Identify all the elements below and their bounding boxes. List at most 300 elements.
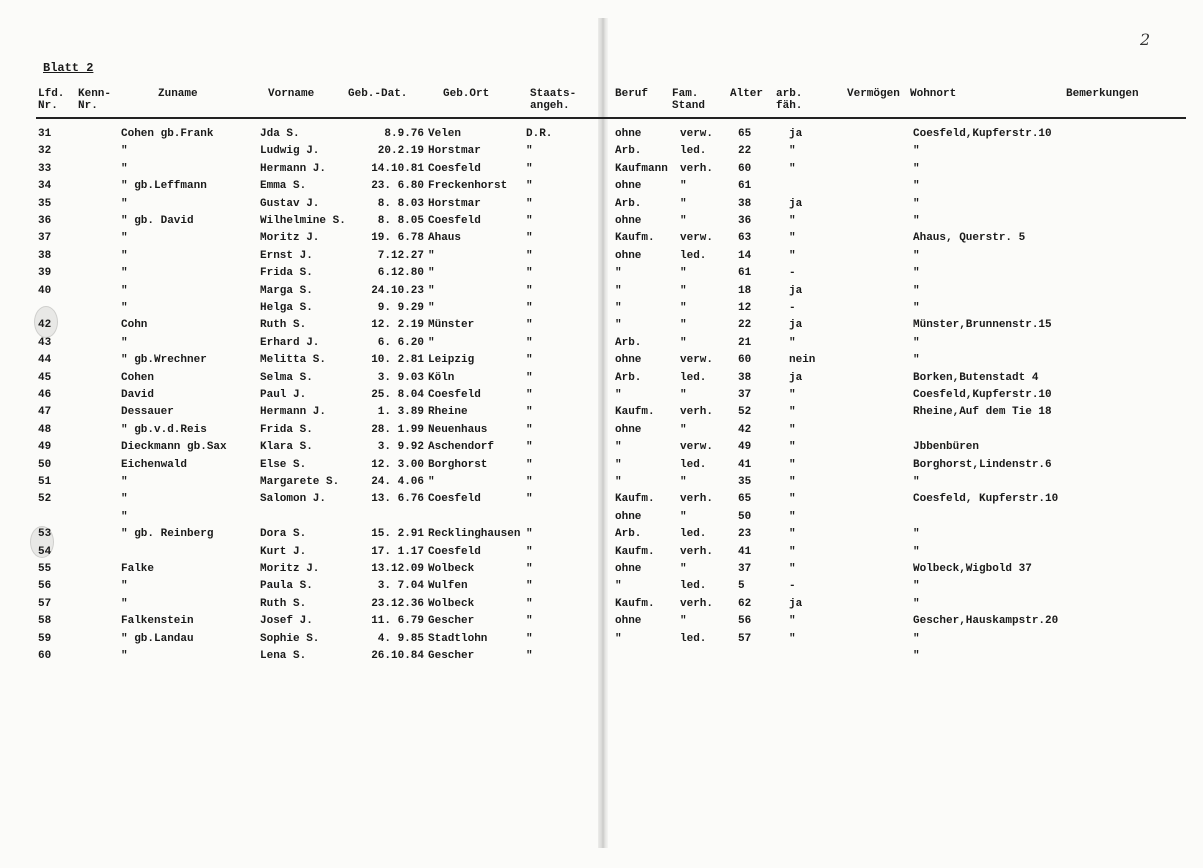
cell-beruf: ohne <box>615 354 642 367</box>
cell-beruf: Kaufm. <box>615 597 655 610</box>
cell-arb-faeh: " <box>789 528 796 541</box>
cell-geb-ort: Gescher <box>428 650 475 662</box>
cell-arb-faeh: - <box>789 267 796 280</box>
cell-staatsang: " <box>526 354 533 367</box>
cell-fam-stand: " <box>680 389 687 401</box>
cell-zuname: " <box>121 510 128 523</box>
cell-arb-faeh: " <box>789 476 796 488</box>
cell-wohnort: Gescher,Hauskampstr.20 <box>913 615 1059 628</box>
cell-zuname: " <box>121 284 128 297</box>
cell-wohnort: Wolbeck,Wigbold 37 <box>913 563 1032 575</box>
cell-lfd-nr: 33 <box>38 162 52 175</box>
cell-lfd-nr: 32 <box>38 145 52 158</box>
cell-zuname: Eichenwald <box>121 458 188 471</box>
cell-vorname: Josef J. <box>260 615 313 628</box>
cell-fam-stand: led. <box>680 632 707 645</box>
header-wohnort: Wohnort <box>910 88 957 100</box>
cell-staatsang: " <box>526 371 533 384</box>
cell-fam-stand: " <box>680 336 687 349</box>
cell-beruf: " <box>615 476 622 488</box>
table-row <box>0 631 1203 648</box>
cell-wohnort: Rheine,Auf dem Tie 18 <box>913 406 1052 419</box>
cell-vorname: Ludwig J. <box>260 145 320 158</box>
cell-staatsang: " <box>526 545 533 558</box>
cell-geb-ort: Wulfen <box>428 580 468 593</box>
cell-alter: 60 <box>738 162 752 175</box>
cell-zuname: Dieckmann gb.Sax <box>121 441 227 454</box>
table-row <box>0 474 1203 491</box>
table-row <box>0 335 1203 352</box>
cell-alter: 22 <box>738 319 752 332</box>
cell-geb-ort: Wolbeck <box>428 597 475 610</box>
cell-fam-stand: " <box>680 563 687 575</box>
cell-lfd-nr: 34 <box>38 180 52 193</box>
cell-geb-ort: Wolbeck <box>428 563 475 575</box>
cell-lfd-nr: 55 <box>38 563 52 575</box>
cell-geb-ort: " <box>428 249 435 262</box>
cell-beruf: " <box>615 458 622 471</box>
cell-alter: 65 <box>738 493 752 506</box>
cell-staatsang: " <box>526 267 533 280</box>
cell-geb-ort: " <box>428 284 435 297</box>
cell-staatsang: " <box>526 215 533 227</box>
cell-geb-dat: 9. 9.29 <box>377 302 424 314</box>
cell-vorname: Moritz J. <box>260 232 320 245</box>
cell-beruf: " <box>615 284 622 297</box>
cell-geb-dat: 17. 1.17 <box>371 545 424 558</box>
cell-vorname: Hermann J. <box>260 406 327 419</box>
cell-zuname: " <box>121 162 128 175</box>
cell-staatsang: " <box>526 580 533 593</box>
cell-zuname: " <box>121 145 128 158</box>
cell-alter: 38 <box>738 197 752 210</box>
cell-vorname: Sophie S. <box>260 632 320 645</box>
cell-wohnort: " <box>913 302 920 314</box>
cell-zuname: Cohn <box>121 319 148 332</box>
cell-vorname: Marga S. <box>260 284 313 297</box>
cell-wohnort: " <box>913 284 920 297</box>
cell-arb-faeh: " <box>789 389 796 401</box>
cell-lfd-nr: 45 <box>38 371 52 384</box>
cell-lfd-nr: 54 <box>38 545 52 558</box>
cell-geb-dat: 24.10.23 <box>371 284 424 297</box>
cell-geb-dat: 7.12.27 <box>377 249 424 262</box>
cell-staatsang: " <box>526 162 533 175</box>
cell-beruf: ohne <box>615 128 642 140</box>
cell-vorname: Ruth S. <box>260 597 307 610</box>
cell-geb-ort: " <box>428 336 435 349</box>
cell-lfd-nr: 52 <box>38 493 52 506</box>
table-row <box>0 439 1203 456</box>
cell-lfd-nr: 56 <box>38 580 52 593</box>
cell-beruf: " <box>615 302 622 314</box>
table-row <box>0 422 1203 439</box>
cell-fam-stand: led. <box>680 458 707 471</box>
cell-geb-ort: Horstmar <box>428 197 481 210</box>
cell-geb-dat: 12. 2.19 <box>371 319 424 332</box>
header-geb-ort: Geb.Ort <box>443 88 490 100</box>
cell-lfd-nr: 49 <box>38 441 52 454</box>
table-row <box>0 370 1203 387</box>
table-row <box>0 544 1203 561</box>
header-kenn-nr: Kenn- Nr. <box>78 88 112 112</box>
cell-arb-faeh: ja <box>789 284 803 297</box>
cell-zuname: " gb.Leffmann <box>121 180 207 193</box>
cell-zuname: " <box>121 476 128 488</box>
header-vorname: Vorname <box>268 88 315 100</box>
cell-vorname: Lena S. <box>260 650 307 662</box>
cell-lfd-nr: 35 <box>38 197 52 210</box>
cell-geb-ort: " <box>428 302 435 314</box>
cell-vorname: Frida S. <box>260 267 313 280</box>
cell-geb-ort: Velen <box>428 128 462 140</box>
page-number: 2 <box>1140 30 1151 49</box>
cell-vorname: Ernst J. <box>260 249 313 262</box>
cell-fam-stand: " <box>680 423 687 436</box>
cell-staatsang: " <box>526 389 533 401</box>
cell-alter: 35 <box>738 476 752 488</box>
cell-geb-dat: 13. 6.76 <box>371 493 424 506</box>
cell-staatsang: " <box>526 284 533 297</box>
cell-beruf: Arb. <box>615 371 642 384</box>
cell-staatsang: " <box>526 615 533 628</box>
cell-staatsang: " <box>526 197 533 210</box>
cell-lfd-nr: 36 <box>38 215 52 227</box>
cell-fam-stand: verh. <box>680 545 714 558</box>
cell-zuname: Falkenstein <box>121 615 194 628</box>
header-geb-dat: Geb.-Dat. <box>348 88 408 100</box>
cell-wohnort: " <box>913 354 920 367</box>
table-row <box>0 457 1203 474</box>
cell-geb-dat: 20.2.19 <box>377 145 424 158</box>
header-alter: Alter <box>730 88 764 100</box>
cell-beruf: Arb. <box>615 336 642 349</box>
cell-fam-stand: " <box>680 197 687 210</box>
cell-wohnort: " <box>913 476 920 488</box>
cell-geb-ort: Rheine <box>428 406 468 419</box>
cell-wohnort: " <box>913 650 920 662</box>
cell-beruf: ohne <box>615 615 642 628</box>
cell-beruf: Arb. <box>615 197 642 210</box>
cell-vorname: Hermann J. <box>260 162 327 175</box>
cell-lfd-nr: 40 <box>38 284 52 297</box>
cell-arb-faeh: " <box>789 441 796 454</box>
cell-lfd-nr: 46 <box>38 389 52 401</box>
cell-fam-stand: led. <box>680 249 707 262</box>
cell-geb-dat: 19. 6.78 <box>371 232 424 245</box>
header-lfd-nr: Lfd. Nr. <box>38 88 65 112</box>
table-row <box>0 126 1203 143</box>
cell-geb-ort: Coesfeld <box>428 215 481 227</box>
cell-beruf: ohne <box>615 510 642 523</box>
cell-zuname: Cohen <box>121 371 155 384</box>
cell-staatsang: " <box>526 319 533 332</box>
cell-geb-ort: Gescher <box>428 615 475 628</box>
cell-lfd-nr: 37 <box>38 232 52 245</box>
cell-geb-dat: 12. 3.00 <box>371 458 424 471</box>
cell-zuname: " gb. Reinberg <box>121 528 214 541</box>
table-row <box>0 491 1203 508</box>
cell-geb-ort: Neuenhaus <box>428 423 488 436</box>
cell-geb-ort: Stadtlohn <box>428 632 488 645</box>
header-bemerkungen: Bemerkungen <box>1066 88 1139 100</box>
cell-fam-stand: " <box>680 284 687 297</box>
cell-beruf: Kaufm. <box>615 545 655 558</box>
cell-geb-dat: 23.12.36 <box>371 597 424 610</box>
cell-wohnort: " <box>913 528 920 541</box>
cell-arb-faeh: ja <box>789 597 803 610</box>
cell-beruf: " <box>615 580 622 593</box>
cell-zuname: " gb. David <box>121 215 194 227</box>
cell-zuname: " <box>121 650 128 662</box>
cell-geb-dat: 6. 6.20 <box>377 336 424 349</box>
table-row <box>0 178 1203 195</box>
cell-vorname: Paula S. <box>260 580 313 593</box>
cell-geb-dat: 28. 1.99 <box>371 423 424 436</box>
cell-arb-faeh: " <box>789 510 796 523</box>
cell-wohnort: Coesfeld, Kupferstr.10 <box>913 493 1059 506</box>
table-row <box>0 265 1203 282</box>
cell-geb-dat: 3. 9.92 <box>377 441 424 454</box>
cell-geb-dat: 3. 7.04 <box>377 580 424 593</box>
cell-beruf: Kaufmann <box>615 162 668 175</box>
cell-fam-stand: " <box>680 180 687 193</box>
cell-alter: 61 <box>738 180 752 193</box>
cell-arb-faeh: ja <box>789 319 803 332</box>
cell-arb-faeh: " <box>789 145 796 158</box>
cell-geb-ort: " <box>428 476 435 488</box>
cell-staatsang: " <box>526 476 533 488</box>
cell-vorname: Salomon J. <box>260 493 327 506</box>
table-row <box>0 578 1203 595</box>
cell-alter: 41 <box>738 545 752 558</box>
cell-wohnort: " <box>913 180 920 193</box>
cell-wohnort: " <box>913 580 920 593</box>
header-staatsang: Staats- angeh. <box>530 88 577 112</box>
cell-alter: 50 <box>738 510 752 523</box>
cell-fam-stand: led. <box>680 145 707 158</box>
cell-vorname: Paul J. <box>260 389 307 401</box>
cell-arb-faeh: " <box>789 215 796 227</box>
cell-beruf: Kaufm. <box>615 232 655 245</box>
cell-geb-dat: 26.10.84 <box>371 650 424 662</box>
cell-beruf: " <box>615 319 622 332</box>
cell-beruf: ohne <box>615 215 642 227</box>
cell-wohnort: " <box>913 215 920 227</box>
cell-geb-dat: 25. 8.04 <box>371 389 424 401</box>
cell-arb-faeh: " <box>789 232 796 245</box>
cell-zuname: David <box>121 389 155 401</box>
cell-fam-stand: verw. <box>680 128 714 140</box>
cell-wohnort: " <box>913 249 920 262</box>
cell-alter: 41 <box>738 458 752 471</box>
cell-zuname: " <box>121 336 128 349</box>
cell-lfd-nr: 48 <box>38 423 52 436</box>
cell-alter: 18 <box>738 284 752 297</box>
cell-vorname: Ruth S. <box>260 319 307 332</box>
header-rule <box>36 117 1186 119</box>
cell-vorname: Else S. <box>260 458 307 471</box>
cell-fam-stand: led. <box>680 580 707 593</box>
table-row <box>0 300 1203 317</box>
cell-beruf: Kaufm. <box>615 493 655 506</box>
table-row <box>0 213 1203 230</box>
cell-geb-dat: 6.12.80 <box>377 267 424 280</box>
cell-wohnort: Borken,Butenstadt 4 <box>913 371 1039 384</box>
cell-lfd-nr: 47 <box>38 406 52 419</box>
cell-fam-stand: " <box>680 615 687 628</box>
cell-geb-dat: 10. 2.81 <box>371 354 424 367</box>
cell-beruf: ohne <box>615 249 642 262</box>
cell-zuname: " <box>121 267 128 280</box>
cell-arb-faeh: " <box>789 545 796 558</box>
table-row <box>0 613 1203 630</box>
cell-lfd-nr: 60 <box>38 650 52 662</box>
cell-arb-faeh: " <box>789 493 796 506</box>
cell-staatsang: " <box>526 597 533 610</box>
table-row <box>0 161 1203 178</box>
cell-arb-faeh: " <box>789 615 796 628</box>
cell-geb-dat: 8.9.76 <box>384 128 424 140</box>
cell-geb-ort: Horstmar <box>428 145 481 158</box>
cell-geb-ort: Coesfeld <box>428 545 481 558</box>
cell-alter: 23 <box>738 528 752 541</box>
cell-geb-dat: 3. 9.03 <box>377 371 424 384</box>
cell-lfd-nr: 44 <box>38 354 52 367</box>
table-row <box>0 352 1203 369</box>
table-row <box>0 230 1203 247</box>
cell-fam-stand: led. <box>680 528 707 541</box>
cell-wohnort: Ahaus, Querstr. 5 <box>913 232 1026 245</box>
cell-alter: 38 <box>738 371 752 384</box>
cell-vorname: Emma S. <box>260 180 307 193</box>
cell-fam-stand: " <box>680 476 687 488</box>
cell-arb-faeh: " <box>789 632 796 645</box>
cell-vorname: Wilhelmine S. <box>260 215 346 227</box>
cell-zuname: Dessauer <box>121 406 174 419</box>
cell-arb-faeh: " <box>789 458 796 471</box>
cell-staatsang: " <box>526 180 533 193</box>
cell-vorname: Frida S. <box>260 423 313 436</box>
cell-lfd-nr: 53 <box>38 528 52 541</box>
cell-staatsang: " <box>526 650 533 662</box>
cell-zuname: " <box>121 232 128 245</box>
cell-arb-faeh: - <box>789 302 796 314</box>
cell-zuname: " <box>121 302 128 314</box>
cell-alter: 12 <box>738 302 752 314</box>
cell-lfd-nr: 38 <box>38 249 52 262</box>
cell-geb-dat: 14.10.81 <box>371 162 424 175</box>
cell-alter: 56 <box>738 615 752 628</box>
cell-geb-ort: Borghorst <box>428 458 488 471</box>
cell-arb-faeh: ja <box>789 371 803 384</box>
cell-geb-ort: " <box>428 267 435 280</box>
table-row <box>0 404 1203 421</box>
cell-geb-dat: 24. 4.06 <box>371 476 424 488</box>
cell-lfd-nr: 59 <box>38 632 52 645</box>
table-row <box>0 196 1203 213</box>
cell-wohnort: " <box>913 336 920 349</box>
cell-zuname: " gb.Wrechner <box>121 354 207 367</box>
cell-vorname: Moritz J. <box>260 563 320 575</box>
cell-staatsang: " <box>526 458 533 471</box>
cell-staatsang: " <box>526 302 533 314</box>
header-beruf: Beruf <box>615 88 649 100</box>
table-row <box>0 509 1203 526</box>
cell-arb-faeh: ja <box>789 128 803 140</box>
cell-zuname: " gb.Landau <box>121 632 194 645</box>
cell-fam-stand: verw. <box>680 354 714 367</box>
cell-staatsang: " <box>526 336 533 349</box>
cell-zuname: " <box>121 249 128 262</box>
cell-arb-faeh: " <box>789 423 796 436</box>
cell-fam-stand: verh. <box>680 162 714 175</box>
cell-wohnort: " <box>913 267 920 280</box>
table-row <box>0 143 1203 160</box>
cell-vorname: Dora S. <box>260 528 307 541</box>
cell-wohnort: Jbbenbüren <box>913 441 980 454</box>
cell-vorname: Helga S. <box>260 302 313 314</box>
cell-staatsang: " <box>526 493 533 506</box>
cell-beruf: ohne <box>615 423 642 436</box>
cell-staatsang: " <box>526 441 533 454</box>
table-row <box>0 561 1203 578</box>
cell-fam-stand: verh. <box>680 597 714 610</box>
cell-vorname: Melitta S. <box>260 354 327 367</box>
table-row <box>0 648 1203 665</box>
cell-lfd-nr: 58 <box>38 615 52 628</box>
cell-lfd-nr: 43 <box>38 336 52 349</box>
header-vermoegen: Vermögen <box>847 88 900 100</box>
table-row <box>0 317 1203 334</box>
cell-beruf: ohne <box>615 180 642 193</box>
cell-arb-faeh: " <box>789 249 796 262</box>
header-arb-faeh: arb. fäh. <box>776 88 803 112</box>
cell-alter: 37 <box>738 563 752 575</box>
cell-arb-faeh: nein <box>789 354 816 367</box>
cell-wohnort: " <box>913 632 920 645</box>
cell-beruf: Arb. <box>615 145 642 158</box>
cell-beruf: " <box>615 389 622 401</box>
cell-geb-ort: Freckenhorst <box>428 180 508 193</box>
cell-vorname: Margarete S. <box>260 476 340 488</box>
cell-vorname: Klara S. <box>260 441 313 454</box>
cell-geb-dat: 4. 9.85 <box>377 632 424 645</box>
cell-fam-stand: verw. <box>680 232 714 245</box>
cell-geb-ort: Coesfeld <box>428 389 481 401</box>
cell-beruf: ohne <box>615 563 642 575</box>
cell-wohnort: Borghorst,Lindenstr.6 <box>913 458 1052 471</box>
cell-lfd-nr: 57 <box>38 597 52 610</box>
cell-staatsang: " <box>526 232 533 245</box>
cell-staatsang: D.R. <box>526 128 553 140</box>
cell-alter: 62 <box>738 597 752 610</box>
cell-staatsang: " <box>526 563 533 575</box>
cell-alter: 52 <box>738 406 752 419</box>
sheet-label: Blatt 2 <box>43 61 94 75</box>
cell-staatsang: " <box>526 406 533 419</box>
cell-fam-stand: verh. <box>680 406 714 419</box>
cell-geb-ort: Coesfeld <box>428 493 481 506</box>
cell-arb-faeh: ja <box>789 197 803 210</box>
cell-arb-faeh: " <box>789 563 796 575</box>
cell-geb-ort: Coesfeld <box>428 162 481 175</box>
cell-arb-faeh: - <box>789 580 796 593</box>
cell-staatsang: " <box>526 145 533 158</box>
cell-alter: 42 <box>738 423 752 436</box>
cell-fam-stand: " <box>680 215 687 227</box>
cell-alter: 49 <box>738 441 752 454</box>
